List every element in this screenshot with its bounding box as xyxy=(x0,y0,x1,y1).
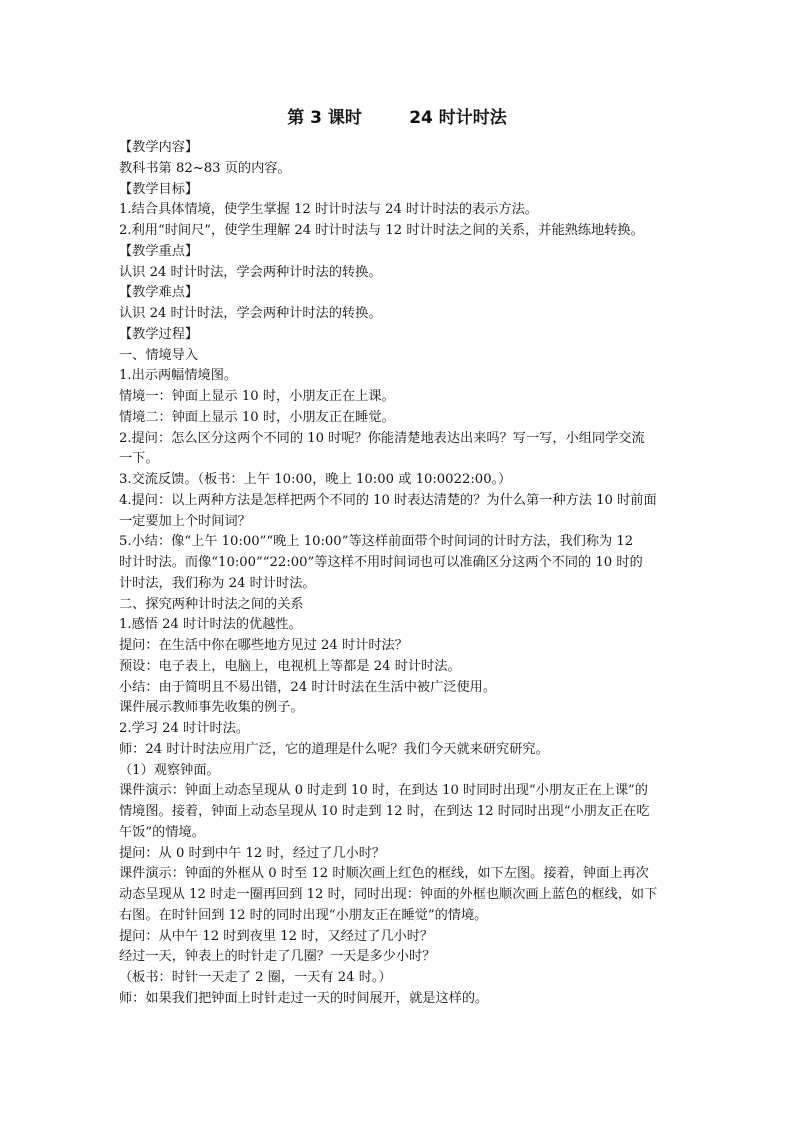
text-line: 一定要加上个时间词？ xyxy=(119,513,251,529)
text-line: 时计时法。而像“10:00”“22:00”等这样不用时间词也可以准确区分这两个不同的 10 时的 xyxy=(119,555,643,570)
text-line: 【教学重点】 xyxy=(119,243,199,259)
text-line: 一、情境导入 xyxy=(119,347,199,363)
text-line: 【教学内容】 xyxy=(119,140,199,155)
text-line: 一下。 xyxy=(119,451,159,467)
text-line: 5.小结：像“上午 10:00”“晚上 10:00”等这样前面带个时间词的计时方法，我们称为 12 xyxy=(119,534,634,550)
text-line: 2.利用“时间尺”，使学生理解 24 时计时法与 12 时计时法之间的关系，并能熟练地转换。 xyxy=(119,223,644,238)
text-line: 2.提问：怎么区分这两个不同的 10 时呢？你能清楚地表达出来吗？写一写，小组同学交流 xyxy=(119,430,645,446)
text-line: 课件展示教师事先收集的例子。 xyxy=(119,700,304,716)
text-line: 右图。在时针回到 12 时的同时出现“小朋友正在睡觉”的情境。 xyxy=(119,907,488,923)
lesson-title: 第 3 课时 24 时计时法 xyxy=(287,108,507,128)
text-line: 1.结合具体情境，使学生掌握 12 时计时法与 24 时计时法的表示方法。 xyxy=(119,202,538,218)
text-line: 2.学习 24 时计时法。 xyxy=(119,721,250,736)
text-line: 预设：电子表上，电脑上，电视机上等都是 24 时计时法。 xyxy=(119,658,461,674)
text-line: 动态呈现从 12 时走一圈再回到 12 时，同时出现：钟面的外框也顺次画上蓝色的框线，如下 xyxy=(119,887,658,902)
text-line: 教科书第 82~83 页的内容。 xyxy=(119,160,291,176)
text-line: 师：24 时计时法应用广泛，它的道理是什么呢？我们今天就来研究研究。 xyxy=(119,741,549,757)
text-line: 提问：从中午 12 时到夜里 12 时，又经过了几小时？ xyxy=(119,928,434,944)
text-line: 经过一天，钟表上的时针走了几圈？一天是多少小时？ xyxy=(119,949,436,965)
text-line: （板书：时针一天走了 2 圈，一天有 24 时。） xyxy=(119,970,392,985)
text-line: 1.出示两幅情境图。 xyxy=(119,368,238,384)
text-line: 提问：从 0 时到中午 12 时，经过了几小时？ xyxy=(119,845,386,861)
text-line: 二、探究两种计时法之间的关系 xyxy=(119,596,304,612)
text-line: 课件演示：钟面上动态呈现从 0 时走到 10 时，在到达 10 时同时出现“小朋友正在上课”的 xyxy=(119,783,648,799)
text-line: 情境一：钟面上显示 10 时，小朋友正在上课。 xyxy=(119,389,395,404)
text-line: 1.感悟 24 时计时法的优越性。 xyxy=(119,617,302,633)
text-line: 情境图。接着，钟面上动态呈现从 10 时走到 12 时，在到达 12 时同时出现“小朋友正在吃 xyxy=(119,804,650,819)
lesson-body xyxy=(119,138,679,1010)
text-line: 师：如果我们把钟面上时针走过一天的时间展开，就是这样的。 xyxy=(119,990,489,1006)
text-line: 3.交流反馈。（板书：上午 10:00，晚上 10:00 或 10:0022:00。） xyxy=(119,472,512,487)
text-line: 小结：由于简明且不易出错，24 时计时法在生活中被广泛使用。 xyxy=(119,679,497,695)
text-line: 课件演示：钟面的外框从 0 时至 12 时顺次画上红色的框线，如下左图。接着，钟面上再次 xyxy=(119,866,649,882)
text-line: 【教学难点】 xyxy=(119,285,199,301)
text-line: 认识 24 时计时法，学会两种计时法的转换。 xyxy=(119,264,382,280)
text-line: 【教学过程】 xyxy=(119,326,199,342)
text-line: （1）观察钟面。 xyxy=(119,762,220,778)
text-line: 情境二：钟面上显示 10 时，小朋友正在睡觉。 xyxy=(119,409,395,425)
text-line: 计时法，我们称为 24 时计时法。 xyxy=(119,575,316,591)
text-line: 【教学目标】 xyxy=(119,181,199,197)
text-line: 4.提问：以上两种方法是怎样把两个不同的 10 时表达清楚的？为什么第一种方法 10 时前面 xyxy=(119,492,657,508)
text-line: 午饭”的情境。 xyxy=(119,824,205,840)
text-line: 提问：在生活中你在哪些地方见过 24 时计时法？ xyxy=(119,638,408,653)
text-line: 认识 24 时计时法，学会两种计时法的转换。 xyxy=(119,306,382,321)
